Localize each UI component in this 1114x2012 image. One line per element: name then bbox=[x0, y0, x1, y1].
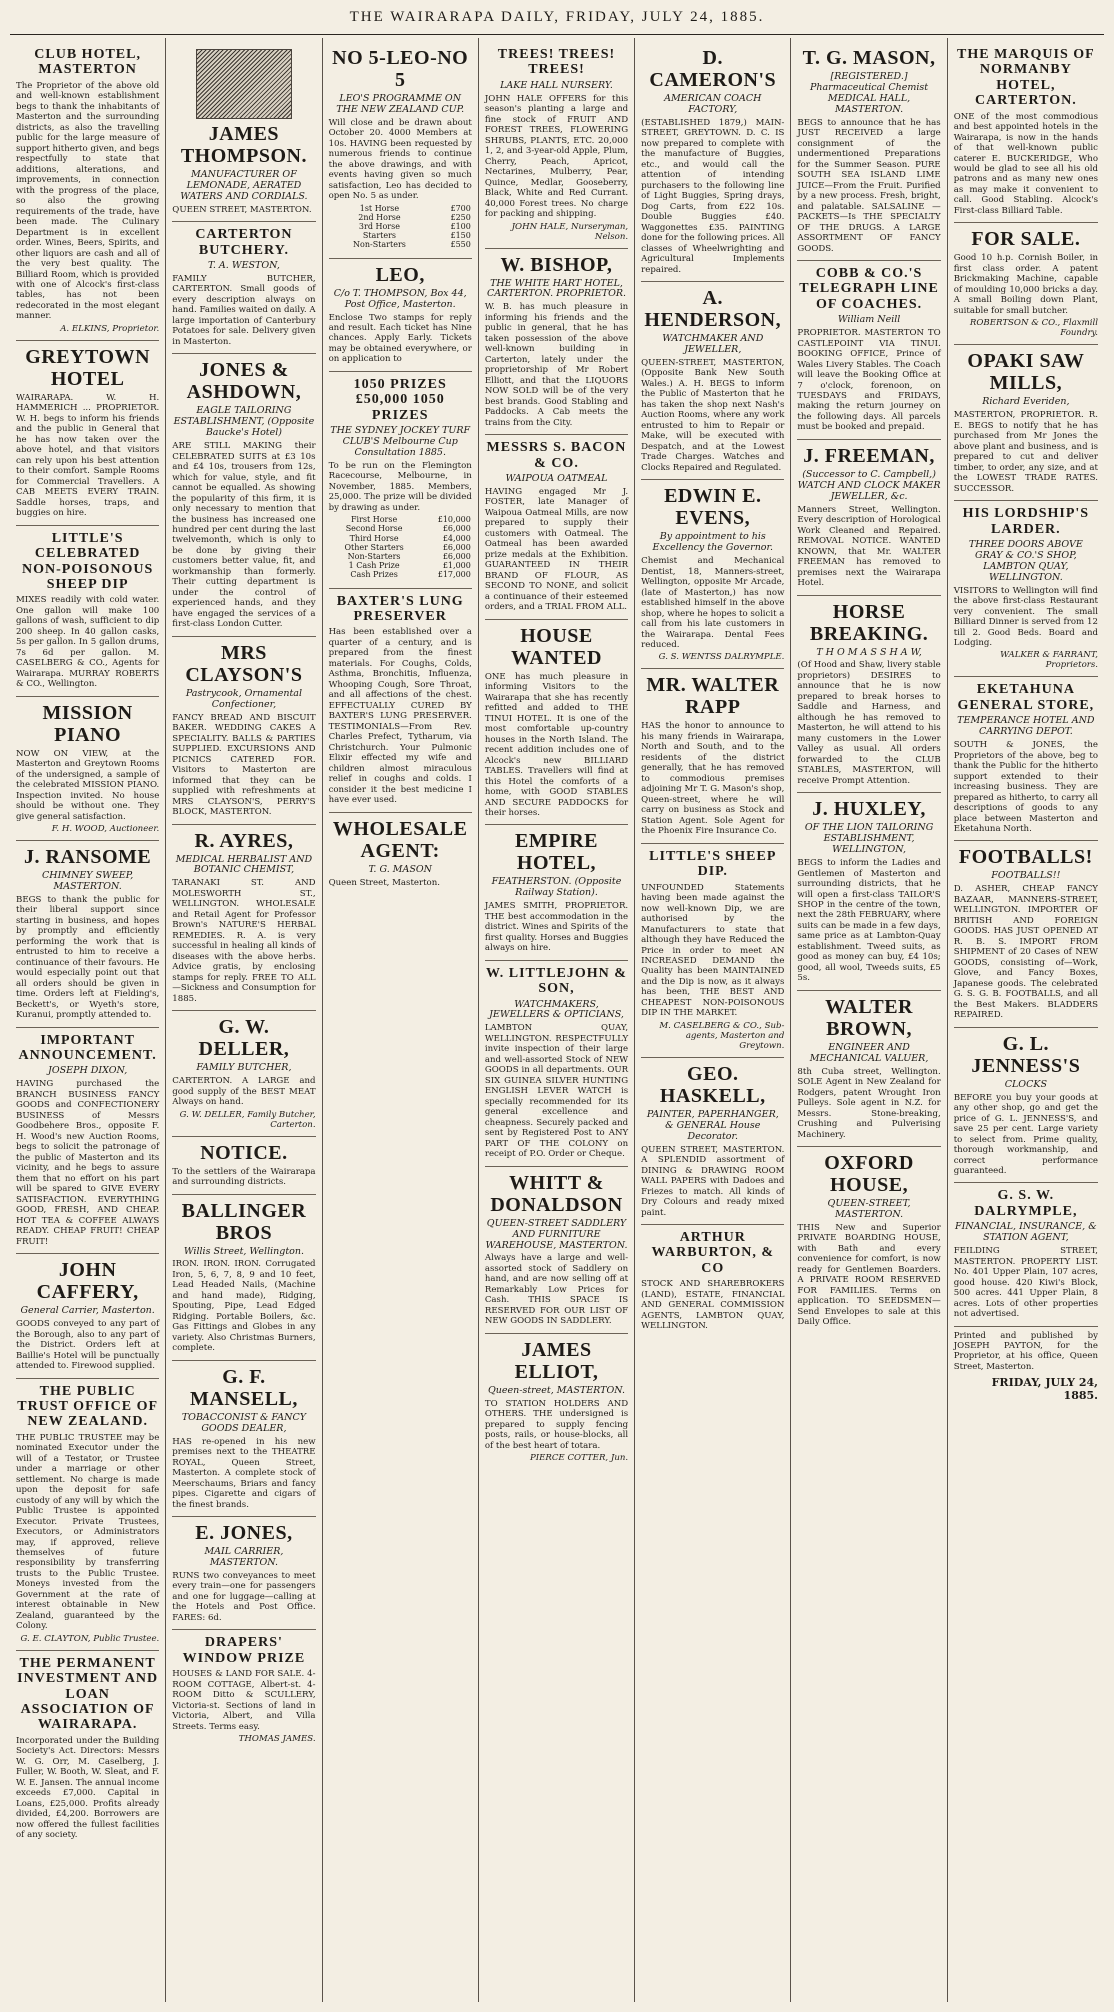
ad-heading: THE PERMANENT INVESTMENT AND LOAN ASSOCIATION OF WAIRARAPA. bbox=[17, 1655, 159, 1733]
ad-subheading: William Neill bbox=[837, 314, 901, 326]
footer-date: FRIDAY, JULY 24, 1885. bbox=[991, 1376, 1098, 1403]
advertisement bbox=[641, 282, 784, 480]
ad-subheading: General Carrier, Masterton. bbox=[20, 1305, 155, 1317]
ad-body-text: FANCY BREAD AND BISCUIT BAKER. WEDDING CAKES A SPECIALITY. BALLS & PARTIES SUPPLIED. EXCURSIONS AND PICNICS CATERED FOR. Visitors to Masterton are informed that they can be supplied with refreshments at MRS CLAYSON'S, PERRY'S BLOCK, MASTERTON. bbox=[172, 712, 316, 818]
ad-body-text: STOCK AND SHAREBROKERS (LAND), ESTATE, FINANCIAL AND GENERAL COMMISSION AGENTS, LAMBTON QUAY, WELLINGTON. bbox=[641, 1279, 785, 1332]
ad-heading: D. CAMERON'S bbox=[649, 47, 777, 91]
ad-heading: OPAKI SAW MILLS, bbox=[967, 350, 1085, 395]
ad-heading: HOUSE WANTED bbox=[511, 624, 602, 669]
table-row bbox=[329, 534, 472, 543]
ad-body-text: HAVING purchased the BRANCH BUSINESS FANCY GOODS and CONFECTIONERY BUSINESS of Messrs Goodbehere Bros., opposite F. H. Wood's new Auction Rooms, begs to solicit the patronage of the public of Masterton and its vicinity, and he begs to assure them that no effort on his part will be spared to GIVE EVERY SATISFACTION. EVERYTHING GOOD, FRESH, AND CHEAP. HOT TEA & COFFEE ALWAYS READY. CHEAP FRUIT! CHEAP FRUIT! bbox=[16, 1079, 160, 1247]
ad-heading: J. HUXLEY, bbox=[812, 798, 926, 821]
advertisement bbox=[797, 991, 940, 1147]
ad-heading: DRAPERS' WINDOW PRIZE bbox=[182, 1635, 306, 1666]
ad-body-text: HAS the honor to announce to his many friends in Wairarapa, North and South, and to the residents of the district generally, that he has removed to commodious premises adjoining Mr T. G. Mason's shop, Queen-street, where he will carry on business as Stock and Station Agent. Sole Agent for the Phoenix Fire Insurance Co. bbox=[641, 721, 785, 837]
advertisement bbox=[329, 372, 472, 589]
advertisement bbox=[485, 435, 628, 620]
ad-body-text: Will close and be drawn about October 20. 4000 Members at 10s. HAVING been requested by numerous friends to continue the above drawings, and with events having given so much satisfaction, Leo has decided to open No. 5 as under. bbox=[328, 117, 472, 202]
table-cell: £700 bbox=[450, 203, 471, 213]
advertisement bbox=[485, 42, 628, 249]
table-cell: £250 bbox=[450, 212, 471, 222]
ad-heading: COBB & CO.'S TELEGRAPH LINE OF COACHES. bbox=[799, 265, 939, 312]
table-cell: £10,000 bbox=[437, 515, 471, 525]
table-row bbox=[329, 524, 472, 533]
ad-subheading: MAIL CARRIER, MASTERTON. bbox=[204, 1546, 284, 1568]
advertisement bbox=[797, 261, 940, 440]
table-row bbox=[329, 240, 472, 249]
advertisement bbox=[797, 1147, 940, 1334]
table-cell: Third Horse bbox=[349, 533, 399, 543]
ad-heading: IMPORTANT ANNOUNCEMENT. bbox=[18, 1032, 157, 1064]
ad-heading: G. L. JENNESS'S bbox=[971, 1032, 1081, 1077]
ad-heading: BAXTER'S LUNG PRESERVER bbox=[336, 593, 464, 624]
ad-heading: HORSE BREAKING. bbox=[809, 600, 929, 645]
ad-body-text: HAVING engaged Mr J. FOSTER, late Manager of Waipoua Oatmeal Mills, are now prepared to supply their customers with Oatmeal. The Oatmeal has been awarded prize medals at the Exhibition. GUARANTEED IN THEIR BRAND OF FLOUR, AS SECOND TO NONE, and solicit a continuance of their esteemed orders, and a TRIAL FROM ALL. bbox=[484, 486, 629, 613]
table-row bbox=[329, 515, 472, 524]
ad-body-text: D. ASHER, CHEAP FANCY BAZAAR, MANNERS-STREET, WELLINGTON. IMPORTER OF BRITISH AND FOREIGN GOODS. HAS JUST OPENED AT R. B. S. IMPORT FROM SHIPMENT of 20 Cases of NEW GOODS, consisting of—Work, Glove, and Fancy Boxes, Japanese goods. The celebrated G. S. G. B. FOOTBALLS, and all the Best Makers. BLADDERS REPAIRED. bbox=[953, 884, 1098, 1021]
advertisement-columns bbox=[10, 38, 1104, 2002]
advertisement bbox=[954, 345, 1098, 501]
ad-signature: M. CASELBERG & CO., Sub-agents, Masterton and Greytown. bbox=[659, 1020, 785, 1051]
ad-body-text: QUEEN STREET, MASTERTON. bbox=[172, 204, 312, 215]
advertisement bbox=[797, 793, 940, 991]
ad-heading: CLUB HOTEL, MASTERTON bbox=[34, 47, 141, 78]
advertisement bbox=[641, 1058, 784, 1225]
advertisement bbox=[797, 440, 940, 596]
ad-body-text: MASTERTON, PROPRIETOR. R. E. BEGS to notify that he has purchased from Mr Jones the above plant and business, and is prepared to cut and deliver timber, to order, any size, and at the LOWEST TRADE RATES. SUCCESSOR. bbox=[953, 410, 1098, 494]
page-title: THE WAIRARAPA DAILY, FRIDAY, JULY 24, 1885. bbox=[349, 8, 765, 25]
ad-heading: MR. WALTER RAPP bbox=[646, 674, 780, 719]
advertisement bbox=[485, 1334, 628, 1469]
ad-heading: THE MARQUIS OF NORMANBY HOTEL, CARTERTON. bbox=[957, 47, 1095, 109]
ad-subheading: Queen-street, MASTERTON. bbox=[487, 1384, 625, 1396]
ad-body-text: The Proprietor of the above old and well-known establishment begs to thank the inhabitants of Masterton and the surrounding districts, as also the travelling public for the large measure of support hitherto given, and begs respectfully to state that additions, alterations, and improvements, in connection with the progress of the place, so also the growing requirements of the trade, have been made. The Culinary Department is in excellent order. Wines, Beers, Spirits, and other liquors are cash and all of the very best quality. The Billiard Room, which is provided with one of Alcock's first-class tables, has not been redecorated in the most elegant manner. bbox=[16, 80, 160, 322]
ad-subheading: WATCHMAKERS, JEWELLERS & OPTICIANS, bbox=[489, 998, 624, 1021]
advertisement bbox=[329, 259, 472, 372]
advertisement bbox=[172, 637, 315, 825]
ad-body-text: RUNS two conveyances to meet every train—one for passengers and one for luggage—calling at the Hotels and Post Office. FARES: 6d. bbox=[172, 1570, 316, 1623]
ad-heading: HIS LORDSHIP'S LARDER. bbox=[962, 506, 1090, 537]
ad-subheading: FAMILY BUTCHER, bbox=[196, 1062, 292, 1074]
masthead bbox=[0, 0, 1114, 34]
ad-body-text: Has been established over a quarter of a century, and is prepared from the finest materials. For Coughs, Colds, Asthma, Bronchitis, Influenza, Whooping Cough, Sore Throat, and all affections of the chest. EFFECTUALLY CURED BY BAXTER'S LUNG PRESERVER. TESTIMONIALS—From Rev. Charles Prefect, Tytharum, via Christchurch. Your Pulmonic Elixir effected my wife and children almost miraculous relief in coughs and colds. I consider it the best medicine I have ever used. bbox=[328, 627, 472, 806]
advertisement bbox=[641, 669, 784, 843]
advertisement bbox=[954, 1183, 1098, 1326]
printer-imprint: Printed and published by JOSEPH PAYTON, for the Proprietor, at his office, Queen Street, Masterton. bbox=[953, 1330, 1098, 1372]
column-2 bbox=[166, 38, 322, 2002]
ad-subheading: C/o T. THOMPSON, Box 44, Post Office, Masterton. bbox=[333, 287, 467, 310]
ad-subheading: JOSEPH DIXON, bbox=[48, 1065, 128, 1077]
ad-heading: WALTER BROWN, bbox=[825, 995, 913, 1040]
ad-body-text: VISITORS to Wellington will find the above first-class Restaurant very convenient. The small Billiard Dinner is served from 12 till 2. Good Beds. Board and Lodging. bbox=[953, 585, 1098, 648]
ad-heading: EKETAHUNA GENERAL STORE, bbox=[957, 682, 1095, 713]
column-6 bbox=[791, 38, 947, 2002]
ad-subheading: Pastrycook, Ornamental Confectioner, bbox=[185, 687, 302, 710]
ad-body-text: WAIRARAPA. W. H. HAMMERICH ... PROPRIETOR. W. H. begs to inform his friends and the public in General that he has now taken over the above hotel, and that visitors can rely upon his best attention to their comfort. Sample Rooms for Commercial Travellers. A CAB MEETS EVERY TRAIN. Saddle horses, traps, and buggies on hire. bbox=[16, 392, 160, 519]
advertisement bbox=[172, 1630, 315, 1750]
ad-heading: JAMES ELLIOT, bbox=[514, 1338, 599, 1383]
ad-signature: G. E. CLAYTON, Public Trustee. bbox=[20, 1633, 160, 1644]
advertisement bbox=[16, 1028, 159, 1254]
ad-heading: OXFORD HOUSE, bbox=[824, 1152, 914, 1197]
prize-table bbox=[329, 204, 472, 250]
ad-subheading: PAINTER, PAPERHANGER, & GENERAL House Decorator. bbox=[646, 1108, 779, 1142]
ad-heading: FOR SALE. bbox=[971, 228, 1081, 251]
ad-subheading: TEMPERANCE HOTEL AND CARRYING DEPOT. bbox=[957, 715, 1095, 738]
ad-signature: A. ELKINS, Proprietor. bbox=[60, 323, 160, 334]
ad-body-text: QUEEN-STREET, MASTERTON, (Opposite Bank New South Wales.) A. H. BEGS to inform the Public of Masterton that he has taken the shop next Nash's Auction Rooms, where any work entrusted to him to Repair or Make, will be executed with Despatch, and at the Lowest Trade Charges. Watches and Clocks Repaired and Regulated. bbox=[641, 357, 785, 473]
ad-body-text: BEGS to inform the Ladies and Gentlemen of Masterton and surrounding districts, that he will open a first-class TAILOR'S SHOP in the centre of the town, next the 28th FEBRUARY, where suits can be made in a few days, same price as at Lambton-Quay establishment. Tweed suits, as good as money can buy, £4 10s; good, all wool, Tweeds suits, £5 5s. bbox=[797, 858, 941, 984]
ad-body-text: BEGS to thank the public for their liberal support since starting in business, and hopes by promptly and efficiently performing the work that is entrusted to him to receive a continuance of their favours. He would especially point out that all orders should be given in time. Orders left at Fielding's, Beckett's, or Wyeth's store, Kuranui, promptly attended to. bbox=[16, 894, 160, 1021]
advertisement bbox=[485, 249, 628, 436]
ad-heading: LITTLE'S CELEBRATED NON-POISONOUS SHEEP DIP bbox=[22, 530, 154, 592]
ad-heading: MRS CLAYSON'S bbox=[185, 641, 303, 686]
ad-body-text: Queen Street, Masterton. bbox=[328, 877, 440, 888]
ad-heading: WHITT & DONALDSON bbox=[490, 1171, 623, 1216]
advertisement bbox=[172, 1137, 315, 1195]
ad-subheading: ENGINEER AND MECHANICAL VALUER, bbox=[809, 1041, 929, 1064]
advertisement bbox=[172, 1361, 315, 1517]
ad-body-text: SOUTH & JONES, the Proprietors of the above, beg to thank the Public for the hitherto support extended to their increasing business. They are prepared as hitherto, to carry all descriptions of goods to any place between Masterton and Eketahuna North. bbox=[953, 740, 1098, 834]
table-cell: Other Starters bbox=[344, 542, 404, 552]
ad-body-text: ONE has much pleasure in informing Visitors to the Wairarapa that she has recently refitted and added to THE TINUI HOTEL. It is one of the most comfortable up-country houses in the North Island. The recent addition includes one of Alcock's new BILLIARD TABLES. Travellers will find at this Hotel the comforts of a home, with GOOD STABLES AND SECURE PADDOCKS for their horses. bbox=[484, 671, 629, 818]
prize-table bbox=[329, 515, 472, 579]
advertisement bbox=[16, 841, 159, 1028]
ad-heading: EDWIN E. EVENS, bbox=[664, 485, 762, 530]
ad-heading: A. HENDERSON, bbox=[644, 287, 782, 332]
ad-signature: WALKER & FARRANT, Proprietors. bbox=[1000, 650, 1098, 671]
ad-subheading: FINANCIAL, INSURANCE, & STATION AGENT, bbox=[955, 1221, 1097, 1244]
ad-heading: EMPIRE HOTEL, bbox=[514, 830, 598, 875]
ad-body-text: CARTERTON. A LARGE and good supply of the BEST MEAT Always on hand. bbox=[172, 1076, 316, 1108]
column-4 bbox=[479, 38, 635, 2002]
table-cell: £1,000 bbox=[442, 561, 471, 571]
ad-body-text: JOHN HALE OFFERS for this season's planting a large and fine stock of FRUIT AND FOREST TREES, FLOWERING SHRUBS, PLANTS, ETC. 20,000 1, 2, and 3-year-old Apple, Plum, Cherry, Peach, Apricot, Nectarines, Mulberry, Pear, Quince, Medlar, Gooseberry, Black, White and Red Currant. 40,000 Forest trees. No charge for packing and shipping. bbox=[484, 93, 629, 220]
ad-subheading: T. A. WESTON, bbox=[207, 260, 280, 272]
ad-signature: THOMAS JAMES. bbox=[238, 1733, 316, 1744]
ad-subheading: CLOCKS bbox=[1004, 1078, 1047, 1090]
table-cell: Starters bbox=[362, 231, 397, 241]
table-row bbox=[329, 570, 472, 579]
advertisement bbox=[954, 501, 1098, 677]
column-3 bbox=[323, 38, 479, 2002]
ad-subheading: LEO'S PROGRAMME ON THE NEW ZEALAND CUP. bbox=[336, 93, 465, 115]
column-5 bbox=[635, 38, 791, 2002]
ad-body-text: (ESTABLISHED 1879,) MAIN-STREET, GREYTOWN. D. C. IS now prepared to complete with the manufacture of Buggies, etc., and would call the attention of intending purchasers to the following line of Light Buggies, Spring drays, Dog Carts, from £22 10s. Double Buggies £40. Waggonettes £35. PAINTING done for the following prices. All classes of Wheelwrighting and Agricultural Implements repaired. bbox=[641, 117, 785, 275]
ad-body-text: NOW ON VIEW, at the Masterton and Greytown Rooms of the undersigned, a sample of the celebrated MISSION PIANO. Inspection invited. No house should be without one. They give general satisfaction. bbox=[16, 748, 160, 822]
ad-body-text: FAMILY BUTCHER, CARTERTON. Small goods of every description always on hand. Families waited on daily. A large importation of Canterbury Potatoes for sale. Delivery given in Masterton. bbox=[172, 273, 316, 347]
ad-body-text: QUEEN STREET, MASTERTON. A SPLENDID assortment of DINING & DRAWING ROOM WALL PAPERS with Dadoes and Friezes to match. All kinds of Dry Colours and ready mixed paint. bbox=[641, 1144, 785, 1218]
ad-body-text: BEGS to announce that he has JUST RECEIVED a large consignment of the undermentioned Preparations for the Summer Season. PURE SOUTH SEA ISLAND LIME JUICE—From the Fruit. Purified by a new process. Fresh, bright, and palatable. SALSALINE — PACKETS—Is THE SPECIALTY OF THE DRUGS. A LARGE ASSORTMENT OF FANCY GOODS. bbox=[797, 117, 941, 254]
ad-heading: NO 5-LEO-NO 5 bbox=[332, 47, 469, 91]
table-cell: Non-Starters bbox=[347, 552, 401, 562]
advertisement bbox=[172, 1517, 315, 1630]
ad-heading: 1050 PRIZES £50,000 1050 PRIZES bbox=[353, 376, 447, 423]
ad-body-text: Always have a large and well-assorted stock of Saddlery on hand, and are now selling off at Remarkably Low Prices for Cash. THIS SPACE IS RESERVED FOR OUR LIST OF NEW GOODS IN SADDLERY. bbox=[484, 1253, 629, 1327]
ad-heading: W. LITTLEJOHN & SON, bbox=[486, 965, 627, 997]
ad-signature: G. S. WENTSS DALRYMPLE. bbox=[658, 652, 785, 663]
table-row bbox=[329, 204, 472, 213]
advertisement bbox=[172, 42, 315, 222]
table-cell: £6,000 bbox=[442, 552, 471, 562]
ad-heading: LITTLE'S SHEEP DIP. bbox=[649, 848, 777, 880]
ad-subheading: MANUFACTURER OF LEMONADE, AERATED WATERS AND CORDIALS. bbox=[180, 169, 308, 202]
table-cell: 2nd Horse bbox=[358, 212, 401, 222]
table-cell: £6,000 bbox=[442, 524, 471, 534]
table-row bbox=[329, 561, 472, 570]
ad-heading: TREES! TREES! TREES! bbox=[497, 47, 616, 78]
advertisement bbox=[329, 42, 472, 259]
advertisement bbox=[641, 1225, 784, 1338]
ad-heading: ARTHUR WARBURTON, & CO bbox=[651, 1230, 775, 1276]
advertisement bbox=[16, 697, 159, 841]
advertisement bbox=[172, 354, 315, 636]
ad-heading: JOHN CAFFERY, bbox=[36, 1259, 139, 1304]
ad-body-text: LAMBTON QUAY, WELLINGTON. RESPECTFULLY invite inspection of their large and well-assorted Stock of NEW GOODS in all departments. OUR SIX GUINEA SILVER HUNTING ENGLISH LEVER WATCH is specially recommended for its general excellence and cheapness. Securely packed and sent by Registered Post to ANY PART OF THE COLONY on receipt of P.O. Order or Cheque. bbox=[484, 1023, 629, 1160]
ad-heading: R. AYRES, bbox=[194, 829, 294, 852]
ad-subheading: (Successor to C. Campbell,) WATCH AND CLOCK MAKER JEWELLER, &c. bbox=[797, 468, 941, 502]
advertisement bbox=[16, 1651, 159, 1847]
ad-body-text: ARE STILL MAKING their CELEBRATED SUITS at £3 10s and £4 10s, trousers from 12s, which for value, style, and fit cannot be equalled. As showing the popularity of this firm, it is only necessary to mention that the business has increased one hundred per cent during the last twelvemonth, which is only to be done by giving their customers better value, fit, and workmanship than formerly. Their cutting department is under the control of experienced hands, and they have engaged the services of a first-class London Cutter. bbox=[172, 441, 316, 630]
table-row bbox=[329, 231, 472, 240]
table-cell: £17,000 bbox=[437, 570, 471, 580]
ad-body-text: TO STATION HOLDERS AND OTHERS. THE undersigned is prepared to supply fencing posts, rails, or house-blocks, all of the best heart of totara. bbox=[484, 1398, 629, 1451]
advertisement bbox=[641, 480, 784, 669]
ad-body-text: (Of Hood and Shaw, livery stable proprietors) DESIRES to announce that he is now prepared to break horses to Saddle and Harness, and although he has removed to Masterton, he will attend to his many customers in the Lower Valley as usual. All orders forwarded to the CLUB STABLES, MASTERTON, will receive Prompt Attention. bbox=[797, 660, 941, 786]
ad-subheading: THE WHITE HART HOTEL, CARTERTON. PROPRIETOR. bbox=[486, 277, 627, 300]
ad-body-text: TARANAKI ST. AND MOLESWORTH ST., WELLINGTON. WHOLESALE and Retail Agent for Professor Brown's NATURE'S HERBAL REMEDIES. R. A. is very successful in healing all kinds of diseases with the above herbs. Advice gratis, by enclosing stamps for reply. FREE TO ALL—Sickness and Consumption for 1885. bbox=[172, 878, 316, 1004]
column-7 bbox=[948, 38, 1104, 2002]
ad-heading: G. W. DELLER, bbox=[198, 1016, 290, 1061]
ad-body-text: UNFOUNDED Statements having been made against the now well-known Dip, we are authorised by the Manufacturers to state that although they have Reduced the Price in order to meet AN INCREASED DEMAND the Quality has been MAINTAINED and the Dip is now, as it always has been, THE BEST AND CHEAPEST NON-POISONOUS DIP IN THE MARKET. bbox=[641, 882, 785, 1019]
ad-subheading: MEDICAL HERBALIST AND BOTANIC CHEMIST, bbox=[175, 853, 313, 876]
table-cell: £6,000 bbox=[442, 542, 471, 552]
ad-subheading: OF THE LION TAILORING ESTABLISHMENT, WELLINGTON, bbox=[804, 822, 934, 856]
table-row bbox=[329, 222, 472, 231]
ad-subheading: CHIMNEY SWEEP, MASTERTON. bbox=[42, 870, 134, 892]
ad-body-text: Chemist and Mechanical Dentist, 18, Manners-street, Wellington, opposite Mr Arcade, (late of Masterton,) has now established himself in the above shop, where he hopes to solicit a call from his late customers in the Wairarapa. Dental Fees reduced. bbox=[641, 556, 785, 650]
ad-heading: MISSION PIANO bbox=[42, 701, 133, 746]
ad-heading: J. FREEMAN, bbox=[803, 444, 935, 467]
ad-subheading: T. G. MASON bbox=[368, 863, 432, 875]
ad-body-text: MIXES readily with cold water. One gallon will make 100 gallons of wash, sufficient to dip 200 sheep. In 40 gallon casks, 5s per gallon. In 5 gallon drums, 7s 6d per gallon. M. CASELBERG & CO., Agents for Wairarapa. MURRAY ROBERTS & CO., Wellington. bbox=[16, 595, 160, 690]
table-cell: Cash Prizes bbox=[350, 570, 398, 580]
advertisement bbox=[485, 620, 628, 826]
table-row bbox=[329, 213, 472, 222]
ad-body-text: THIS New and Superior PRIVATE BOARDING HOUSE, with Bath and every convenience for comfort, is now ready for Gentlemen Boarders. A PRIVATE ROOM RESERVED FOR FAMILIES. Terms on application. TO SEEDSMEN—Send Envelopes to sale at this Daily Office. bbox=[797, 1222, 941, 1328]
ad-heading: G. S. W. DALRYMPLE, bbox=[974, 1188, 1078, 1219]
ad-signature: ROBERTSON & CO., Flaxmill Foundry. bbox=[969, 318, 1098, 339]
table-cell: £550 bbox=[450, 240, 471, 250]
advertisement bbox=[954, 1028, 1098, 1184]
advertisement bbox=[797, 42, 940, 261]
ad-subheading: WATCHMAKER AND JEWELLER, bbox=[662, 333, 764, 356]
engraving-illustration bbox=[196, 49, 292, 119]
ad-body-text: BEFORE you buy your goods at any other shop, go and get the price of G. L. JENNESS'S, and save 25 per cent. Large variety to select from. Prime quality, thorough workmanship, and correct performance guaranteed. bbox=[953, 1092, 1098, 1176]
advertisement bbox=[954, 223, 1098, 345]
ad-subheading: LAKE HALL NURSERY. bbox=[500, 79, 613, 91]
advertisement bbox=[485, 961, 628, 1167]
ad-heading: JONES & ASHDOWN, bbox=[186, 359, 302, 404]
advertisement bbox=[172, 825, 315, 1012]
ad-body-text: 8th Cuba street, Wellington. SOLE Agent in New Zealand for Rodgers, patent Wrought Iron Pulleys. Sole agent in N.Z. for Messrs. Stone-breaking, Crushing and Pulverising Machinery. bbox=[797, 1066, 941, 1140]
table-cell: Non-Starters bbox=[353, 240, 406, 250]
ad-body-text: W. B. has much pleasure in informing his friends and the public in general, that he has taken possession of the above well-known building in Carterton, lately under the proprietorship of Mr Robert Elliott, and that the LIQUORS NOW SOLD will be of the very best brands. Good Stabling and Paddocks. A Cab meets the trains from the City. bbox=[484, 302, 629, 428]
ad-body-text: HAS re-opened in his new premises next to the THEATRE ROYAL, Queen Street, Masterton. A complete stock of Meerschaums, Briars and fancy pipes. Cigarette and cigars of the finest brands. bbox=[172, 1436, 316, 1510]
advertisement bbox=[641, 844, 784, 1058]
ad-subheading: QUEEN-STREET, MASTERTON. bbox=[827, 1198, 911, 1221]
ad-body-text: Good 10 h.p. Cornish Boiler, in first class order. A patent Brickmaking Machine, capable of moulding 10,000 bricks a day. A small Boiling down Plant, suitable for small butcher. bbox=[953, 253, 1098, 316]
ad-heading: JAMES THOMPSON. bbox=[180, 123, 307, 167]
ad-heading: J. RANSOME bbox=[24, 846, 152, 869]
ad-body-text: To the settlers of the Wairarapa and surrounding districts. bbox=[172, 1166, 316, 1188]
ad-heading: W. BISHOP, bbox=[500, 253, 613, 276]
ad-subheading: WAIPOUA OATMEAL bbox=[505, 472, 608, 484]
ad-heading: GEO. HASKELL, bbox=[659, 1062, 766, 1107]
ad-heading: T. G. MASON, bbox=[802, 47, 936, 69]
ad-heading: CARTERTON BUTCHERY. bbox=[195, 227, 293, 258]
table-cell: 1st Horse bbox=[359, 203, 400, 213]
column-1 bbox=[10, 38, 166, 2002]
ad-body-text: IRON. IRON. IRON. Corrugated Iron, 5, 6, 7, 8, 9 and 10 feet, Lead Headed Nails, (Machine and hand made), Ridging, Spouting, Pipe, Lead Edged Ridging. Portable Boilers, &c. Gas Fittings and Globes in any variety. Also Christmas Burners, complete. bbox=[172, 1259, 316, 1354]
ad-heading: WHOLESALE AGENT: bbox=[332, 817, 468, 862]
table-cell: First Horse bbox=[350, 515, 398, 525]
ad-subheading: AMERICAN COACH FACTORY, bbox=[664, 93, 762, 115]
advertisement bbox=[16, 1254, 159, 1378]
advertisement bbox=[16, 526, 159, 697]
advertisement bbox=[172, 1011, 315, 1136]
ad-signature: PIERCE COTTER, Jun. bbox=[529, 1453, 629, 1464]
advertisement bbox=[641, 42, 784, 282]
ad-subheading: FOOTBALLS!! bbox=[991, 870, 1061, 882]
ad-body-text: ONE of the most commodious and best appointed hotels in the Wairarapa, is now in the hands of that well-known public caterer E. BUCKERIDGE, Who would be glad to see all his old patrons and as many new ones as may make it convenient to call. Good Stabling. Alcock's First-class Billiard Table. bbox=[953, 111, 1098, 216]
ad-body-text: JAMES SMITH, PROPRIETOR. THE best accommodation in the district. Wines and Spirits of the first quality. Horses and Buggies always on hire. bbox=[484, 901, 629, 954]
ad-signature: G. W. DELLER, Family Butcher, Carterton. bbox=[179, 1109, 316, 1130]
ad-subheading: T H O M A S S H A W, bbox=[816, 646, 922, 658]
table-row bbox=[329, 552, 472, 561]
advertisement bbox=[329, 813, 472, 894]
ad-body-text: PROPRIETOR. MASTERTON TO CASTLEPOINT VIA TINUI. BOOKING OFFICE, Prince of Wales Livery Stables. The Coach will leave the Booking Office at 7 o'clock, forenoon, on TUESDAYS and FRIDAYS, making the return journey on the following days. All parcels must be booked and prepaid. bbox=[797, 328, 941, 433]
advertisement bbox=[329, 589, 472, 813]
ad-subheading: Richard Everiden, bbox=[982, 396, 1070, 408]
advertisement bbox=[954, 42, 1098, 223]
ad-heading: NOTICE. bbox=[200, 1141, 288, 1164]
advertisement bbox=[797, 596, 940, 794]
ad-heading: BALLINGER BROS bbox=[181, 1199, 307, 1244]
ad-signature: JOHN HALE, Nurseryman, Nelson. bbox=[511, 221, 629, 242]
advertisement bbox=[16, 42, 159, 341]
ad-subheading: Willis Street, Wellington. bbox=[183, 1245, 305, 1257]
ad-subheading: THE SYDNEY JOCKEY TURF CLUB'S Melbourne Cup Consultation 1885. bbox=[330, 425, 471, 458]
ad-heading: FOOTBALLS! bbox=[958, 846, 1093, 869]
advertisement bbox=[16, 341, 159, 526]
ad-body-text: THE PUBLIC TRUSTEE may be nominated Executor under the will of a Testator, or Trustee under a marriage or other settlement. No charge is made upon the deposit for safe custody of any will by which the Public Trustee is appointed Executor. Private Trustees, Executors, or Administrators may, if approved, relieve themselves of future responsibility by transferring trusts to the Public Trustee. Moneys invested from the Government at the rate of interest obtainable in New Zealand, guaranteed by the Colony. bbox=[16, 1432, 160, 1632]
ad-body-text: To be run on the Flemington Racecourse, Melbourne, in November, 1885. Members, 25,000. The prize will be divided by drawing as under. bbox=[328, 460, 472, 513]
advertisement bbox=[172, 1195, 315, 1361]
advertisement bbox=[485, 1167, 628, 1334]
ad-heading: LEO, bbox=[375, 263, 425, 286]
advertisement bbox=[954, 677, 1098, 841]
ad-body-text: Incorporated under the Building Society's Act. Directors: Messrs W. G. Orr, M. Caselberg, J. Fuller, W. Booth, W. Sleat, and F. W. E. Jansen. The annual income exceeds £7,000. Capital in Loans, £25,000. Profits already divided, £4,200. Borrowers are now offered the fullest facilities of any society. bbox=[16, 1735, 160, 1841]
ad-heading: E. JONES, bbox=[195, 1522, 293, 1545]
ad-body-text: FEILDING STREET, MASTERTON. PROPERTY LIST. No. 401 Upper Plain, 107 acres, good house. 420 Kiwi's Block, 500 acres. 441 Upper Plain, 8 acres. Lots of other properties not advertised. bbox=[953, 1246, 1098, 1320]
table-cell: £150 bbox=[450, 231, 471, 241]
ad-heading: THE PUBLIC TRUST OFFICE OF NEW ZEALAND. bbox=[17, 1383, 159, 1430]
ad-heading: MESSRS S. BACON & CO. bbox=[486, 440, 627, 471]
ad-subheading: By appointment to his Excellency the Governor. bbox=[652, 531, 774, 554]
ad-heading: G. F. MANSELL, bbox=[189, 1365, 298, 1410]
ad-subheading: FEATHERSTON. (Opposite Railway Station). bbox=[491, 876, 622, 899]
ad-body-text: HOUSES & LAND FOR SALE. 4-ROOM COTTAGE, Albert-st. 4-ROOM Ditto & SCULLERY, Victoria-st. Sections of land in Victoria, Albert, and Villa Streets. Terms easy. bbox=[172, 1669, 316, 1732]
table-cell: 3rd Horse bbox=[358, 222, 400, 232]
ad-body-text: Manners Street, Wellington. Every description of Horological Work Cleaned and Repaired. REMOVAL NOTICE. WANTED KNOWN, that Mr. WALTER FREEMAN has removed to premises next the Wairarapa Hotel. bbox=[797, 504, 941, 589]
table-cell: Second Horse bbox=[345, 524, 403, 534]
table-cell: £4,000 bbox=[442, 533, 471, 543]
ad-body-text: GOODS conveyed to any part of the Borough, also to any part of the District. Orders left at Baillie's Hotel will be punctually attended to. Firewood supplied. bbox=[16, 1319, 160, 1372]
advertisement bbox=[485, 825, 628, 960]
ad-signature: F. H. WOOD, Auctioneer. bbox=[51, 824, 160, 835]
table-cell: 1 Cash Prize bbox=[348, 561, 400, 571]
ad-heading: GREYTOWN HOTEL bbox=[25, 345, 151, 390]
table-row bbox=[329, 543, 472, 552]
advertisement bbox=[172, 222, 315, 354]
masthead-rule bbox=[10, 34, 1104, 35]
advertisement bbox=[954, 841, 1098, 1027]
ad-subheading: THREE DOORS ABOVE GRAY & CO.'S SHOP, LAMBTON QUAY, WELLINGTON. bbox=[968, 538, 1083, 583]
ad-subheading: QUEEN-STREET SADDLERY AND FURNITURE WAREHOUSE, MASTERTON. bbox=[485, 1217, 628, 1251]
advertisement bbox=[16, 1379, 159, 1651]
table-cell: £100 bbox=[450, 222, 471, 232]
ad-subheading: EAGLE TAILORING ESTABLISHMENT, (Opposite Baucke's Hotel) bbox=[173, 405, 315, 439]
ad-body-text: Enclose Two stamps for reply and result. Each ticket has Nine chances. Apply Early. Tickets may be obtained everywhere, or on application to bbox=[328, 312, 472, 365]
ad-subheading: [REGISTERED.] Pharmaceutical Chemist MEDICAL HALL, MASTERTON. bbox=[810, 71, 929, 115]
ad-subheading: TOBACCONIST & FANCY GOODS DEALER, bbox=[181, 1411, 307, 1434]
